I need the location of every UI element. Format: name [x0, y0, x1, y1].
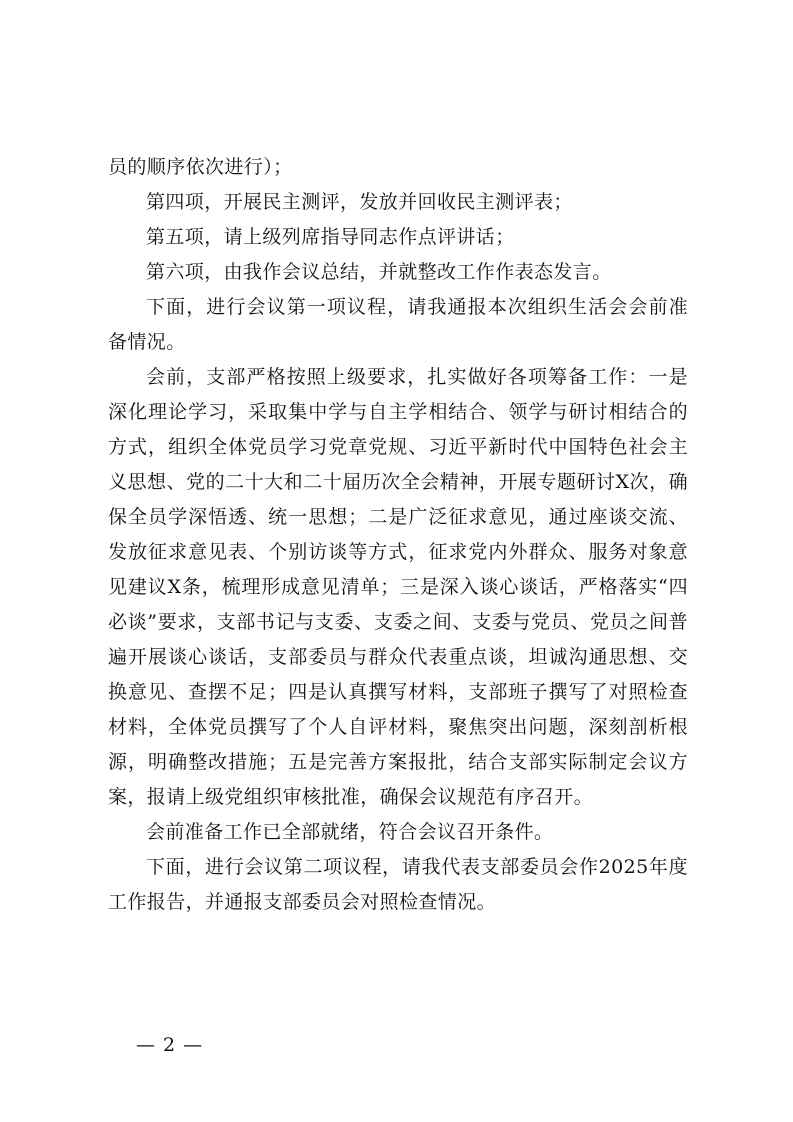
paragraph-preparation-details: 会前，支部严格按照上级要求，扎实做好各项筹备工作：一是深化理论学习，采取集中学与自主学相结合、领学与研讨相结合的方式，组织全体党员学习党章党规、习近平新时代中国特色社会主义思想、党的二十大和二十届历次全会精神，开展专题研讨X次，确保全员学深悟透、统一思想；二是广泛征求意见，通过座谈交流、发放征求意见表、个别访谈等方式，征求党内外群众、服务对象意见建议X条，梳理形成意见清单；三是深入谈心谈话，严格落实“四必谈”要求，支部书记与支委、支委之间、支委与党员、党员之间普遍开展谈心谈话，支部委员与群众代表重点谈，坦诚沟通思想、交换意见、查摆不足；四是认真撰写材料，支部班子撰写了对照检查材料，全体党员撰写了个人自评材料，聚焦突出问题，深刻剖析根源，明确整改措施；五是完善方案报批，结合支部实际制定会议方案，报请上级党组织审核批准，确保会议规范有序召开。: [108, 366, 688, 808]
paragraph-agenda-one: 下面，进行会议第一项议程，请我通报本次组织生活会会前准备情况。: [108, 296, 688, 353]
document-body: [108, 150, 688, 920]
paragraph-item-five: 第五项，请上级列席指导同志作点评讲话；: [146, 226, 515, 248]
paragraph-agenda-two: 下面，进行会议第二项议程，请我代表支部委员会作2025年度工作报告，并通报支部委员会对照检查情况。: [108, 856, 688, 913]
paragraph-item-six: 第六项，由我作会议总结，并就整改工作作表态发言。: [146, 261, 612, 283]
paragraph-item-four: 第四项，开展民主测评，发放并回收民主测评表；: [146, 191, 573, 213]
page-number: — 2 —: [136, 1034, 204, 1056]
paragraph-preparation-ready: 会前准备工作已全部就绪，符合会议召开条件。: [146, 821, 554, 843]
paragraph-continuation: 员的顺序依次进行）；: [108, 156, 293, 178]
